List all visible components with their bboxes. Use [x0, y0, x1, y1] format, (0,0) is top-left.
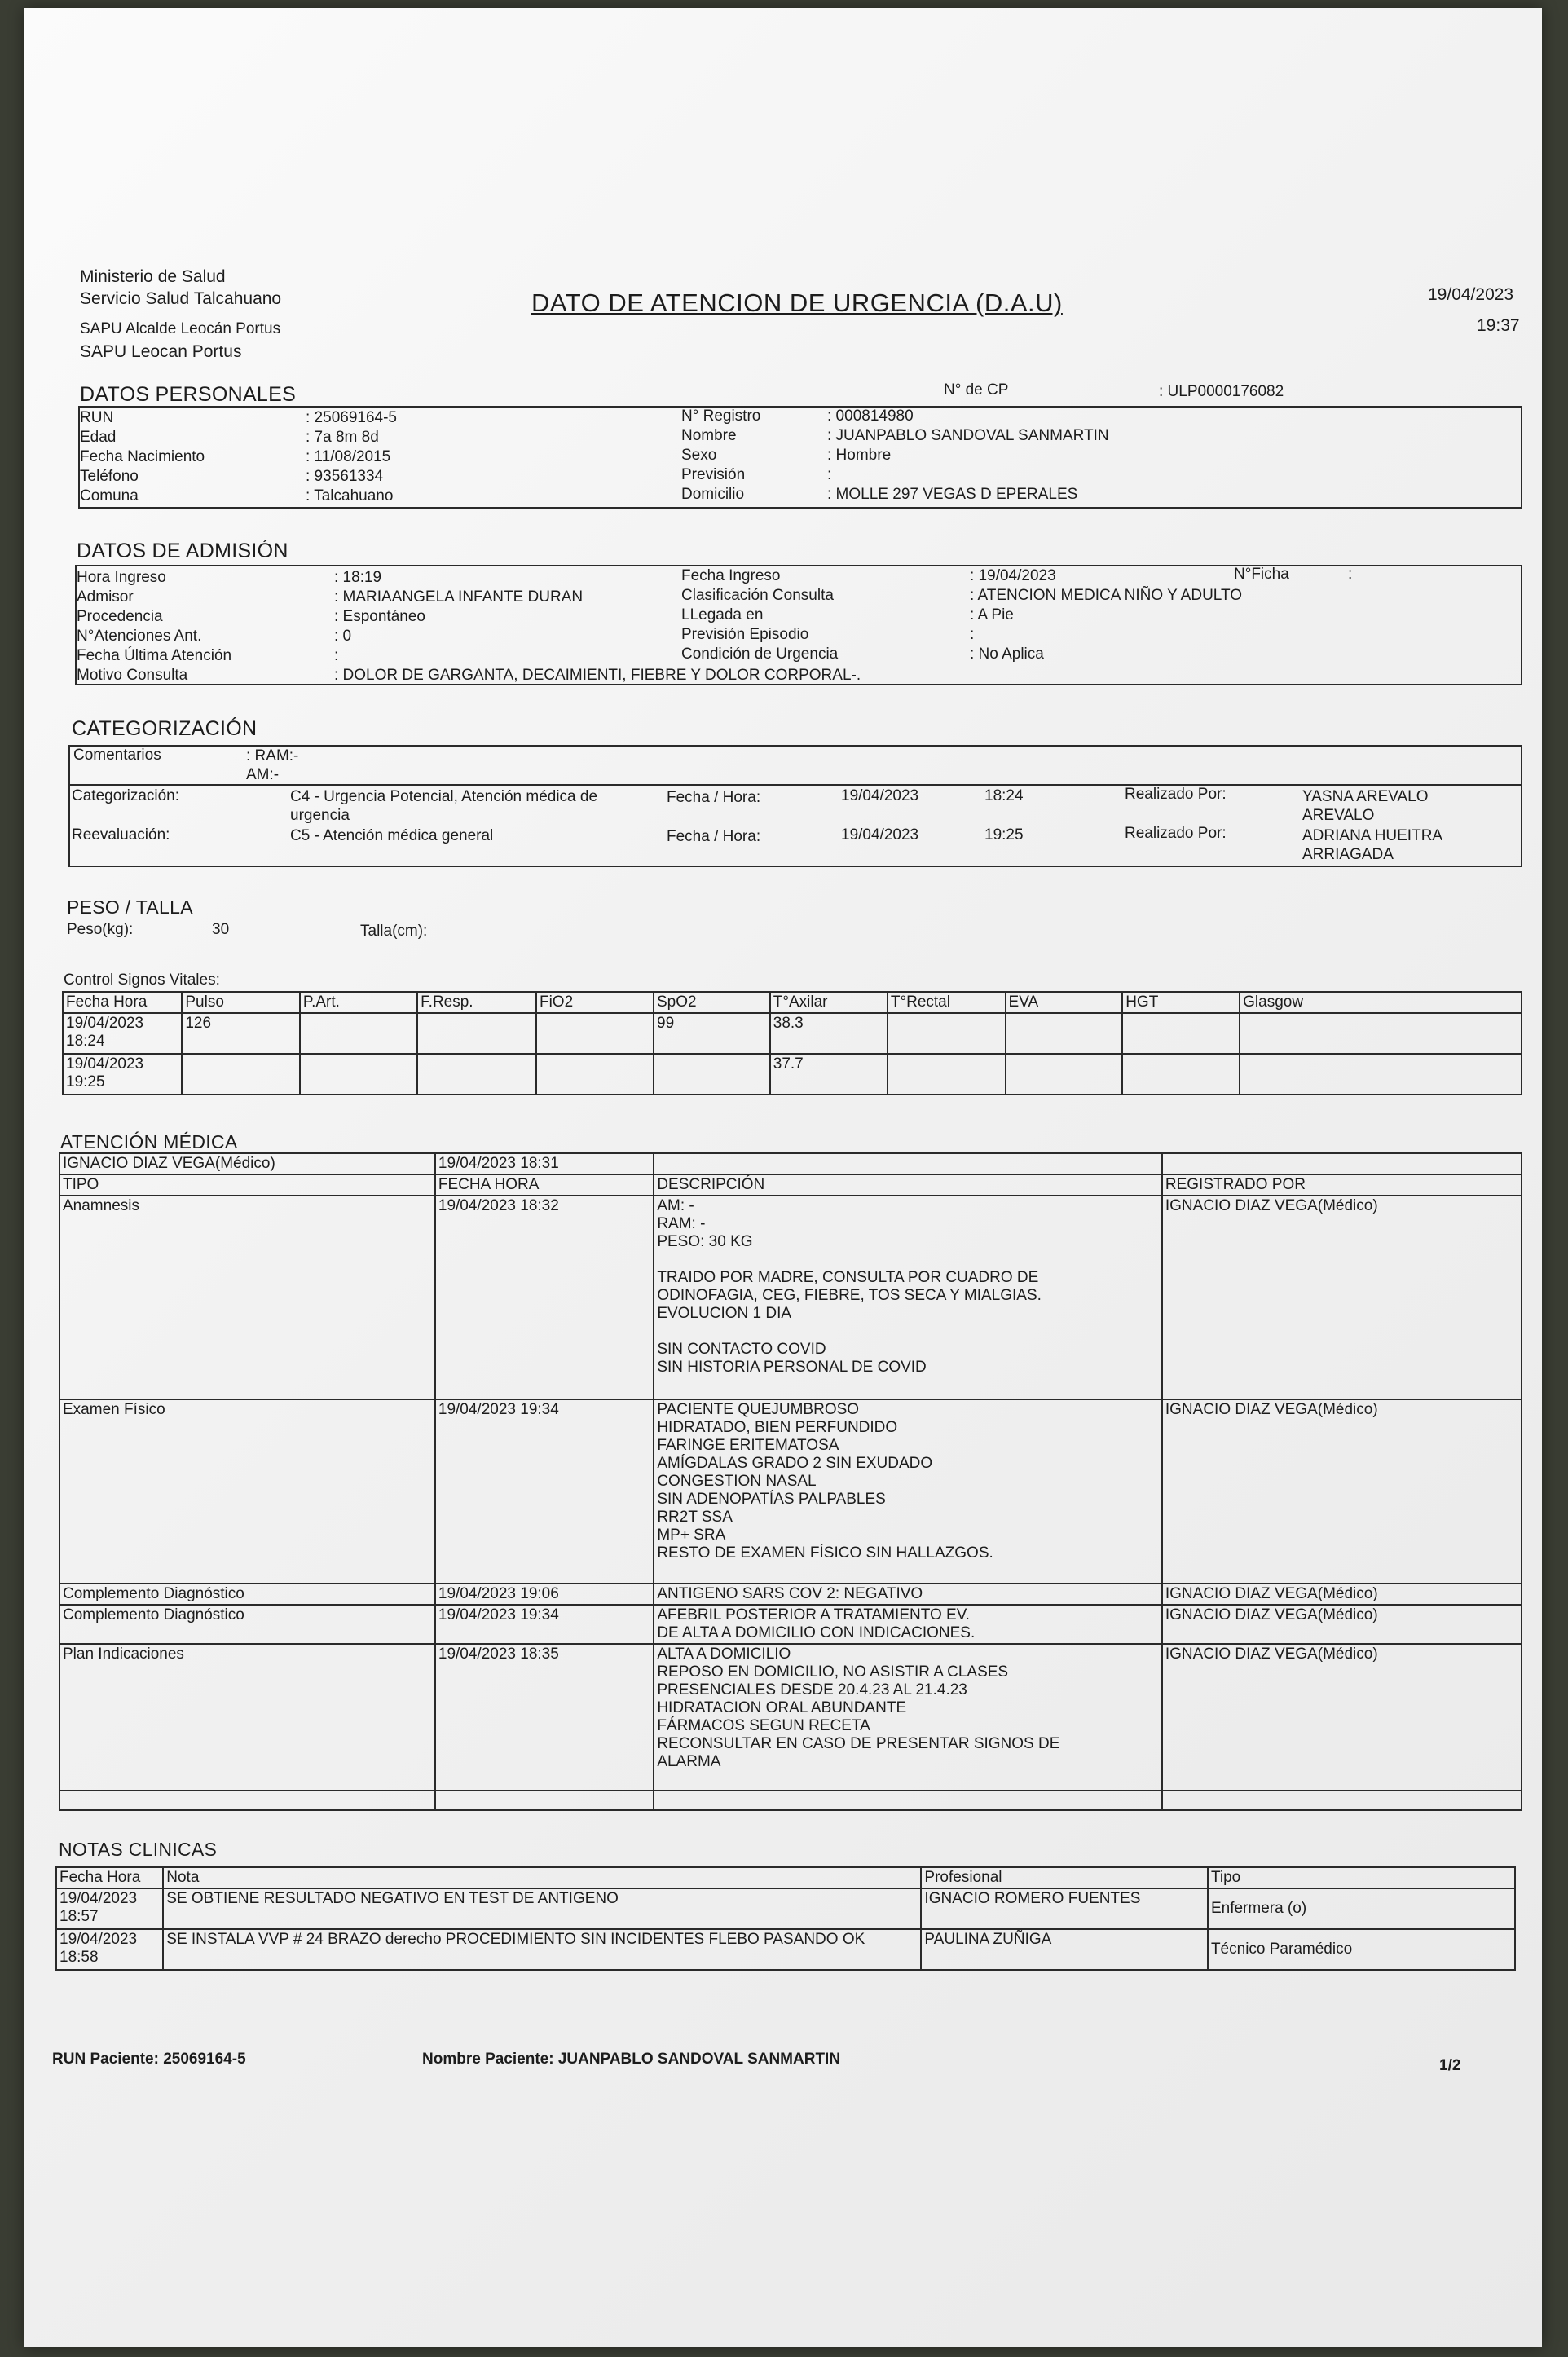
- vitals-column-header: Pulso: [182, 992, 300, 1013]
- vitals-cell: [1006, 1054, 1123, 1095]
- field-label: N° Registro: [681, 408, 761, 425]
- medical-fecha: 19/04/2023 19:06: [435, 1584, 654, 1605]
- field-value: : Talcahuano: [306, 487, 394, 504]
- vitals-header-row: [63, 992, 1522, 1013]
- admission-section-title: DATOS DE ADMISIÓN: [77, 540, 288, 562]
- cp-value: : ULP0000176082: [1159, 383, 1284, 400]
- vitals-column-header: EVA: [1006, 992, 1123, 1013]
- vitals-title: Control Signos Vitales:: [64, 971, 220, 989]
- medical-empty-cell: [1162, 1153, 1522, 1174]
- vitals-cell: 99: [654, 1013, 770, 1054]
- field-value: :: [334, 647, 339, 664]
- vitals-cell: [536, 1054, 654, 1095]
- vitals-column-header: P.Art.: [300, 992, 417, 1013]
- vitals-column-header: SpO2: [654, 992, 770, 1013]
- categorization-by: YASNA AREVALO AREVALO: [1302, 788, 1429, 824]
- vitals-cell: [1006, 1013, 1123, 1054]
- vitals-row: [63, 1013, 1522, 1054]
- medical-column-header: DESCRIPCIÓN: [654, 1174, 1162, 1196]
- notes-row: [56, 1888, 1515, 1929]
- medical-column-header: FECHA HORA: [435, 1174, 654, 1196]
- field-value: : Hombre: [827, 447, 892, 464]
- personal-box: [78, 406, 1522, 509]
- categorization-by-label: Realizado Por:: [1125, 825, 1227, 842]
- medical-header-row: [59, 1174, 1522, 1196]
- field-value: : 7a 8m 8d: [306, 429, 379, 446]
- field-value: : 25069164-5: [306, 409, 397, 426]
- field-value: : ATENCION MEDICA NIÑO Y ADULTO: [970, 587, 1242, 604]
- vitals-row: [63, 1054, 1522, 1095]
- medical-doctor-name: IGNACIO DIAZ VEGA(Médico): [59, 1153, 435, 1174]
- vitals-cell: [1122, 1013, 1240, 1054]
- field-label: Comuna: [80, 487, 139, 504]
- field-label: Admisor: [77, 588, 134, 606]
- footer-patient-name: Nombre Paciente: JUANPABLO SANDOVAL SANMARTIN: [422, 2051, 841, 2068]
- field-value: : A Pie: [970, 606, 1014, 623]
- notes-fecha: 19/04/2023 18:57: [56, 1888, 163, 1929]
- medical-descripcion: ALTA A DOMICILIO REPOSO EN DOMICILIO, NO ASISTIR A CLASES PRESENCIALES DESDE 20.4.23 AL 21.4.23 HIDRATACION ORAL ABUNDANTE FÁRMACOS SEGUN RECETA RECONSULTAR EN CASO DE PRESENTAR SIGNOS DE ALARMA: [654, 1644, 1162, 1791]
- notes-table: [55, 1866, 1516, 1971]
- ficha-value: :: [1348, 566, 1353, 583]
- medical-tipo: Complemento Diagnóstico: [59, 1605, 435, 1644]
- weight-section-title: PESO / TALLA: [67, 897, 193, 918]
- medical-empty-cell: [435, 1791, 654, 1810]
- medical-fecha: 19/04/2023 19:34: [435, 1605, 654, 1644]
- medical-fecha: 19/04/2023 19:34: [435, 1399, 654, 1584]
- medical-row: [59, 1644, 1522, 1791]
- notes-header-row: [56, 1867, 1515, 1888]
- field-value: : MARIAANGELA INFANTE DURAN: [334, 588, 584, 606]
- field-value: : DOLOR DE GARGANTA, DECAIMIENTI, FIEBRE Y DOLOR CORPORAL-.: [334, 667, 861, 684]
- vitals-cell: [300, 1054, 417, 1095]
- notes-section-title: NOTAS CLINICAS: [59, 1839, 218, 1860]
- field-label: Domicilio: [681, 486, 745, 503]
- medical-registrado: IGNACIO DIAZ VEGA(Médico): [1162, 1399, 1522, 1584]
- field-value: : 18:19: [334, 569, 382, 586]
- medical-empty-cell: [1162, 1791, 1522, 1810]
- field-label: Fecha Ingreso: [681, 567, 781, 584]
- ficha-label: N°Ficha: [1234, 566, 1289, 583]
- notes-tipo: Enfermera (o): [1208, 1888, 1515, 1929]
- vitals-cell: [182, 1054, 300, 1095]
- medical-registrado: IGNACIO DIAZ VEGA(Médico): [1162, 1605, 1522, 1644]
- field-label: Clasificación Consulta: [681, 587, 834, 604]
- header-date: 19/04/2023: [1428, 285, 1514, 304]
- field-value: : 19/04/2023: [970, 567, 1056, 584]
- medical-descripcion: AM: - RAM: - PESO: 30 KG TRAIDO POR MADRE, CONSULTA POR CUADRO DE ODINOFAGIA, CEG, FIEBRE, TOS SECA Y MIALGIAS. EVOLUCION 1 DIA SIN CONTACTO COVID SIN HISTORIA PERSONAL DE COVID: [654, 1196, 1162, 1399]
- medical-tipo: Complemento Diagnóstico: [59, 1584, 435, 1605]
- medical-fecha: 19/04/2023 18:35: [435, 1644, 654, 1791]
- vitals-cell: [1122, 1054, 1240, 1095]
- cp-label: N° de CP: [944, 381, 1009, 399]
- vitals-cell: [888, 1013, 1006, 1054]
- medical-column-header: TIPO: [59, 1174, 435, 1196]
- notes-column-header: Nota: [163, 1867, 921, 1888]
- notes-nota: SE INSTALA VVP # 24 BRAZO derecho PROCEDIMIENTO SIN INCIDENTES FLEBO PASANDO OK: [163, 1929, 921, 1970]
- notes-row: [56, 1929, 1515, 1970]
- medical-empty-row: [59, 1791, 1522, 1810]
- field-value: : MOLLE 297 VEGAS D EPERALES: [827, 486, 1078, 503]
- medical-tipo: Anamnesis: [59, 1196, 435, 1399]
- medical-doctor-datetime: 19/04/2023 18:31: [435, 1153, 654, 1174]
- categorization-date: 19/04/2023: [841, 826, 919, 844]
- medical-descripcion: PACIENTE QUEJUMBROSO HIDRATADO, BIEN PERFUNDIDO FARINGE ERITEMATOSA AMÍGDALAS GRADO 2 SIN EXUDADO CONGESTION NASAL SIN ADENOPATÍAS PALPABLES RR2T SSA MP+ SRA RESTO DE EXAMEN FÍSICO SIN HALLAZGOS.: [654, 1399, 1162, 1584]
- vitals-cell: [300, 1013, 417, 1054]
- field-label: Edad: [80, 429, 117, 446]
- categorization-category: C4 - Urgencia Potencial, Atención médica de urgencia: [290, 788, 598, 824]
- vitals-table: [62, 991, 1522, 1095]
- field-value: : Espontáneo: [334, 608, 425, 625]
- medical-row: [59, 1605, 1522, 1644]
- field-label: Fecha Última Atención: [77, 647, 232, 664]
- medical-table: [59, 1152, 1522, 1811]
- categorization-label: Reevaluación:: [72, 826, 170, 844]
- vitals-column-header: F.Resp.: [417, 992, 536, 1013]
- medical-row: [59, 1399, 1522, 1584]
- categorization-by: ADRIANA HUEITRA ARRIAGADA: [1302, 827, 1443, 863]
- vitals-cell: 126: [182, 1013, 300, 1054]
- field-value: :: [827, 466, 832, 483]
- categorization-divider: [70, 784, 1521, 786]
- field-value: : 000814980: [827, 408, 914, 425]
- field-label: Fecha Nacimiento: [80, 448, 205, 465]
- vitals-column-header: T°Rectal: [888, 992, 1006, 1013]
- field-label: Previsión Episodio: [681, 626, 809, 643]
- weight-value: 30: [212, 921, 230, 938]
- medical-descripcion: AFEBRIL POSTERIOR A TRATAMIENTO EV. DE ALTA A DOMICILIO CON INDICACIONES.: [654, 1605, 1162, 1644]
- org-line-4: SAPU Leocan Portus: [80, 342, 242, 361]
- field-label: LLegada en: [681, 606, 764, 623]
- vitals-column-header: Fecha Hora: [63, 992, 182, 1013]
- org-line-3: SAPU Alcalde Leocán Portus: [80, 320, 281, 337]
- medical-fecha: 19/04/2023 18:32: [435, 1196, 654, 1399]
- vitals-cell: [654, 1054, 770, 1095]
- categorization-fh-label: Fecha / Hora:: [667, 828, 761, 845]
- medical-column-header: REGISTRADO POR: [1162, 1174, 1522, 1196]
- document-title: DATO DE ATENCION DE URGENCIA (D.A.U): [531, 289, 1063, 317]
- categorization-label: Categorización:: [72, 787, 180, 804]
- header-time: 19:37: [1477, 316, 1520, 335]
- footer-page-number: 1/2: [1439, 2057, 1461, 2074]
- notes-tipo: Técnico Paramédico: [1208, 1929, 1515, 1970]
- notes-column-header: Fecha Hora: [56, 1867, 163, 1888]
- vitals-column-header: T°Axilar: [770, 992, 888, 1013]
- vitals-cell: [1240, 1054, 1522, 1095]
- medical-doctor-row: [59, 1153, 1522, 1174]
- categorization-date: 19/04/2023: [841, 787, 919, 804]
- medical-section-title: ATENCIÓN MÉDICA: [60, 1131, 238, 1152]
- comments-label: Comentarios: [73, 747, 161, 764]
- notes-profesional: PAULINA ZUÑIGA: [921, 1929, 1208, 1970]
- field-label: Condición de Urgencia: [681, 645, 839, 663]
- medical-registrado: IGNACIO DIAZ VEGA(Médico): [1162, 1584, 1522, 1605]
- field-label: RUN: [80, 409, 114, 426]
- vitals-cell: 19/04/2023 18:24: [63, 1013, 182, 1054]
- vitals-cell: 19/04/2023 19:25: [63, 1054, 182, 1095]
- field-label: Teléfono: [80, 468, 139, 485]
- height-label: Talla(cm):: [360, 923, 428, 940]
- field-label: Hora Ingreso: [77, 569, 166, 586]
- field-value: : 93561334: [306, 468, 384, 485]
- field-value: : 11/08/2015: [306, 448, 391, 465]
- field-label: Procedencia: [77, 608, 163, 625]
- medical-row: [59, 1584, 1522, 1605]
- vitals-cell: [536, 1013, 654, 1054]
- field-label: Sexo: [681, 447, 717, 464]
- medical-empty-cell: [59, 1791, 435, 1810]
- categorization-time: 18:24: [984, 787, 1024, 804]
- notes-column-header: Tipo: [1208, 1867, 1515, 1888]
- document-page: [24, 8, 1542, 2347]
- medical-row: [59, 1196, 1522, 1399]
- vitals-column-header: HGT: [1122, 992, 1240, 1013]
- vitals-cell: [1240, 1013, 1522, 1054]
- field-value: :: [970, 626, 975, 643]
- categorization-section-title: CATEGORIZACIÓN: [72, 717, 258, 740]
- weight-label: Peso(kg):: [67, 921, 134, 938]
- personal-section-title: DATOS PERSONALES: [80, 383, 297, 406]
- medical-empty-cell: [654, 1791, 1162, 1810]
- org-line-2: Servicio Salud Talcahuano: [80, 289, 282, 308]
- medical-tipo: Plan Indicaciones: [59, 1644, 435, 1791]
- categorization-time: 19:25: [984, 826, 1024, 844]
- notes-profesional: IGNACIO ROMERO FUENTES: [921, 1888, 1208, 1929]
- vitals-cell: 38.3: [770, 1013, 888, 1054]
- medical-registrado: IGNACIO DIAZ VEGA(Médico): [1162, 1644, 1522, 1791]
- vitals-cell: 37.7: [770, 1054, 888, 1095]
- vitals-column-header: Glasgow: [1240, 992, 1522, 1013]
- vitals-cell: [417, 1013, 536, 1054]
- notes-nota: SE OBTIENE RESULTADO NEGATIVO EN TEST DE ANTIGENO: [163, 1888, 921, 1929]
- categorization-by-label: Realizado Por:: [1125, 786, 1227, 803]
- vitals-column-header: FiO2: [536, 992, 654, 1013]
- medical-descripcion: ANTIGENO SARS COV 2: NEGATIVO: [654, 1584, 1162, 1605]
- field-value: : No Aplica: [970, 645, 1044, 663]
- medical-tipo: Examen Físico: [59, 1399, 435, 1584]
- field-value: : JUANPABLO SANDOVAL SANMARTIN: [827, 427, 1109, 444]
- categorization-category: C5 - Atención médica general: [290, 827, 494, 844]
- field-label: N°Atenciones Ant.: [77, 628, 202, 645]
- vitals-cell: [417, 1054, 536, 1095]
- field-label: Nombre: [681, 427, 737, 444]
- comments-value: : RAM:- AM:-: [246, 747, 299, 783]
- categorization-fh-label: Fecha / Hora:: [667, 789, 761, 806]
- medical-registrado: IGNACIO DIAZ VEGA(Médico): [1162, 1196, 1522, 1399]
- notes-column-header: Profesional: [921, 1867, 1208, 1888]
- org-line-1: Ministerio de Salud: [80, 267, 226, 286]
- field-value: : 0: [334, 628, 352, 645]
- notes-fecha: 19/04/2023 18:58: [56, 1929, 163, 1970]
- field-label: Motivo Consulta: [77, 667, 188, 684]
- footer-run: RUN Paciente: 25069164-5: [52, 2051, 246, 2068]
- vitals-cell: [888, 1054, 1006, 1095]
- field-label: Previsión: [681, 466, 746, 483]
- medical-empty-cell: [654, 1153, 1162, 1174]
